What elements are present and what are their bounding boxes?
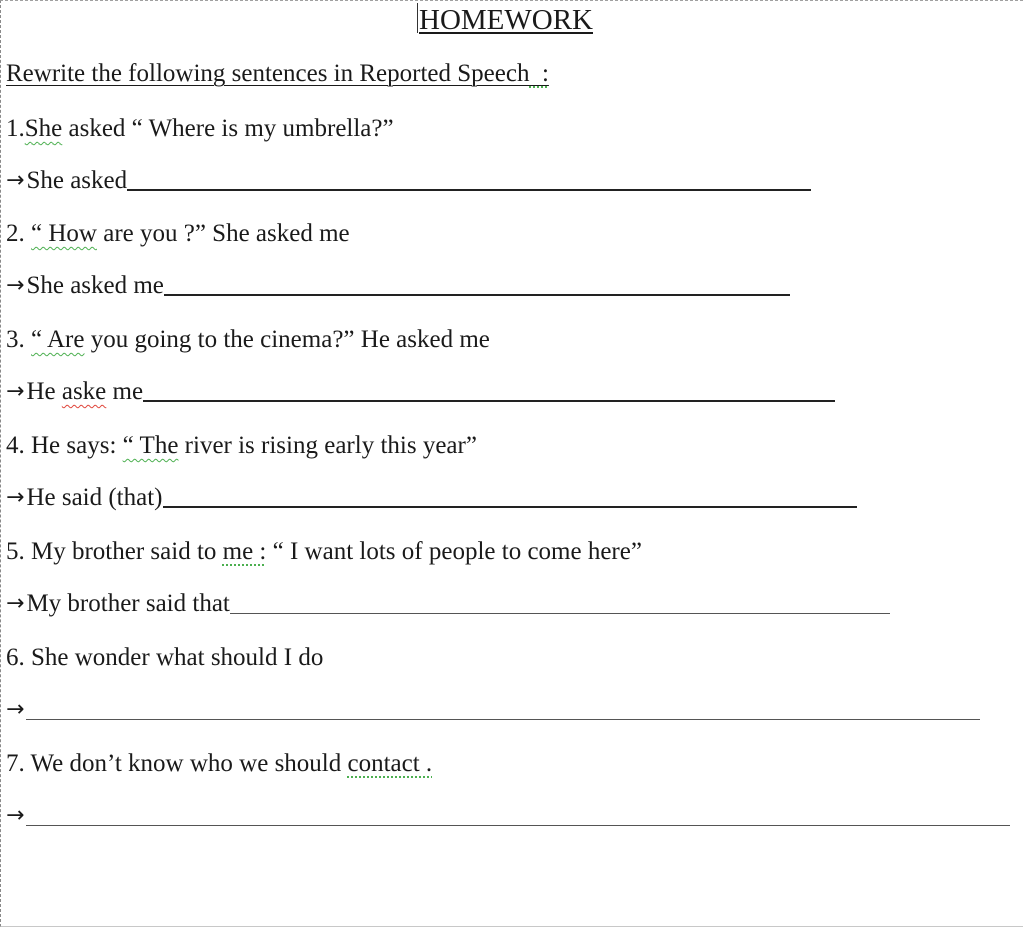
question-7-text: 7. We don’t know who we should: [6, 750, 348, 777]
question-2: [6, 219, 350, 249]
question-2-lead: “ How: [31, 220, 97, 247]
question-3-lead: “ Are: [31, 326, 85, 353]
answer-3-blank[interactable]: [143, 378, 835, 402]
question-4: [6, 431, 477, 461]
answer-4-blank[interactable]: [163, 484, 857, 508]
question-1-text: asked “ Where is my umbrella?”: [62, 115, 394, 142]
question-4-text: river is rising early this year”: [178, 432, 477, 459]
arrow-icon: →: [6, 273, 25, 298]
question-1: [6, 114, 394, 144]
answer-row-2: [6, 271, 790, 301]
question-5: [6, 537, 642, 567]
question-4-number: 4. He says:: [6, 432, 123, 459]
question-2-number: 2.: [6, 220, 31, 247]
answer-3-prompt-c: me: [106, 378, 144, 405]
answer-row-6: [6, 695, 980, 725]
answer-row-5: [6, 589, 890, 619]
question-5-number: 5. My brother said to: [6, 538, 223, 565]
question-6-text: 6. She wonder what should I do: [6, 644, 324, 671]
question-7-lead: contact .: [347, 750, 433, 777]
arrow-icon: →: [6, 485, 25, 510]
answer-row-3: [6, 377, 835, 407]
question-1-number: 1.: [6, 115, 25, 142]
arrow-icon: →: [6, 803, 25, 828]
answer-row-4: [6, 483, 857, 513]
answer-3-prompt: [26, 377, 143, 407]
question-3-number: 3.: [6, 326, 31, 353]
answer-5-blank[interactable]: [230, 591, 890, 614]
arrow-icon: →: [6, 697, 25, 722]
instruction-text: [6, 59, 549, 89]
page-title: [417, 3, 593, 37]
page-title-text: HOMEWORK: [419, 4, 593, 36]
question-7: [6, 749, 432, 779]
answer-5-prompt: My brother said that: [26, 590, 230, 617]
question-1-lead: She: [24, 115, 63, 142]
answer-6-blank[interactable]: [26, 697, 980, 720]
instruction-colon: [529, 60, 548, 87]
answer-3-prompt-a: He: [26, 378, 62, 405]
question-2-text: are you ?” She asked me: [96, 220, 350, 247]
answer-1-prompt: She asked: [26, 167, 128, 194]
text-cursor: [417, 3, 418, 33]
answer-row-7: [6, 801, 1010, 831]
answer-1-blank[interactable]: [127, 167, 811, 191]
question-3: [6, 325, 490, 355]
instruction-label: Rewrite the following sentences in Reported Speech: [6, 60, 530, 87]
answer-7-blank[interactable]: [26, 803, 1010, 826]
answer-2-blank[interactable]: [164, 272, 790, 296]
arrow-icon: →: [6, 379, 25, 404]
arrow-icon: →: [6, 168, 25, 193]
answer-2-prompt: She asked me: [26, 272, 164, 299]
question-3-text: you going to the cinema?” He asked me: [84, 326, 490, 353]
instruction-colon-char: :: [541, 60, 549, 87]
question-4-lead: “ The: [122, 432, 179, 459]
arrow-icon: →: [6, 591, 25, 616]
question-5-text: “ I want lots of people to come here”: [266, 538, 642, 565]
question-5-lead: me :: [222, 538, 267, 565]
answer-row-1: [6, 166, 811, 196]
answer-4-prompt: He said (that): [26, 484, 163, 511]
question-6: [6, 643, 323, 673]
answer-3-prompt-misspelled: aske: [61, 378, 107, 405]
